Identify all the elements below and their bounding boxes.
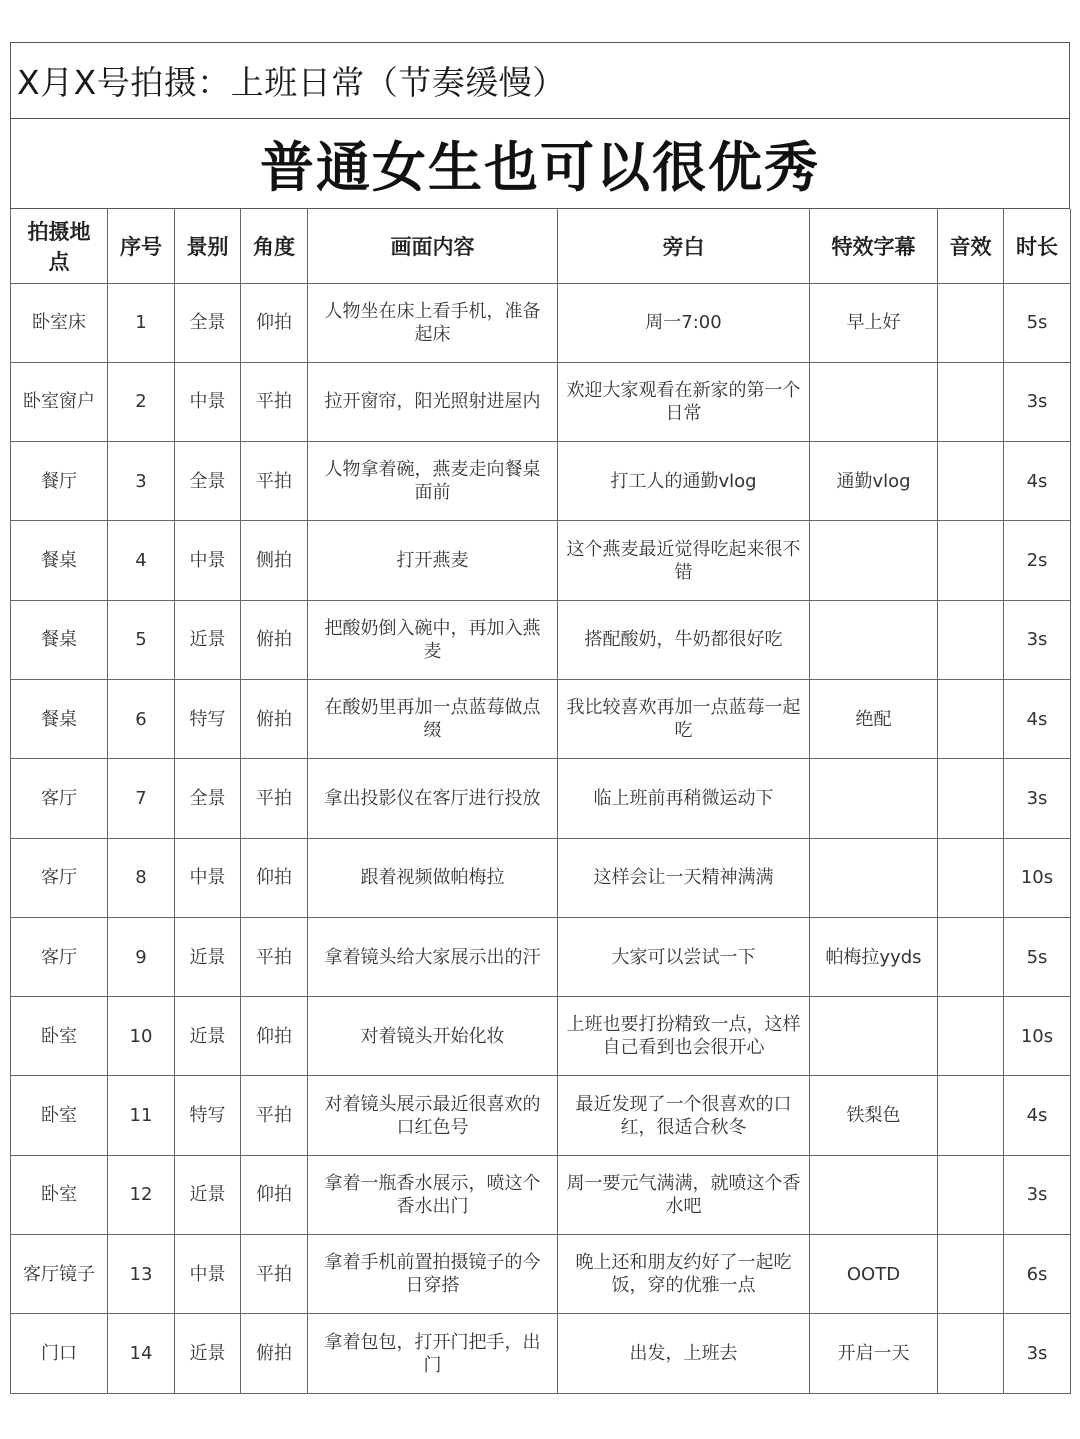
cell-duration: 3s [1004, 1314, 1071, 1393]
cell-shot-size: 中景 [175, 521, 241, 600]
cell-number: 12 [108, 1155, 175, 1234]
cell-location: 客厅 [11, 917, 108, 996]
cell-shot-size: 近景 [175, 917, 241, 996]
cell-subtitle [810, 1155, 938, 1234]
cell-angle: 平拍 [241, 759, 308, 838]
cell-subtitle [810, 838, 938, 917]
cell-angle: 仰拍 [241, 283, 308, 362]
cell-sound [938, 997, 1004, 1076]
cell-shot-size: 近景 [175, 997, 241, 1076]
cell-narration: 打工人的通勤vlog [558, 442, 810, 521]
table-row [11, 600, 1071, 679]
cell-shot-size: 特写 [175, 679, 241, 758]
cell-narration: 出发，上班去 [558, 1314, 810, 1393]
cell-narration: 欢迎大家观看在新家的第一个日常 [558, 362, 810, 441]
cell-duration: 3s [1004, 759, 1071, 838]
cell-angle: 俯拍 [241, 600, 308, 679]
cell-angle: 平拍 [241, 917, 308, 996]
cell-location: 餐厅 [11, 442, 108, 521]
cell-angle: 平拍 [241, 1076, 308, 1155]
cell-shot-size: 近景 [175, 600, 241, 679]
table-row [11, 362, 1071, 441]
column-header-number: 序号 [108, 209, 175, 283]
cell-subtitle: 通勤vlog [810, 442, 938, 521]
cell-angle: 平拍 [241, 442, 308, 521]
cell-number: 6 [108, 679, 175, 758]
cell-sound [938, 1314, 1004, 1393]
cell-content: 拿着一瓶香水展示，喷这个香水出门 [308, 1155, 558, 1234]
cell-shot-size: 全景 [175, 759, 241, 838]
cell-angle: 平拍 [241, 362, 308, 441]
table-row [11, 679, 1071, 758]
cell-number: 4 [108, 521, 175, 600]
cell-number: 1 [108, 283, 175, 362]
cell-narration: 这样会让一天精神满满 [558, 838, 810, 917]
cell-location: 门口 [11, 1314, 108, 1393]
cell-duration: 4s [1004, 442, 1071, 521]
cell-subtitle: 绝配 [810, 679, 938, 758]
cell-location: 客厅镜子 [11, 1235, 108, 1314]
cell-sound [938, 838, 1004, 917]
table-row [11, 1076, 1071, 1155]
cell-location: 卧室 [11, 997, 108, 1076]
cell-location: 餐桌 [11, 521, 108, 600]
cell-number: 5 [108, 600, 175, 679]
cell-duration: 5s [1004, 283, 1071, 362]
cell-location: 卧室 [11, 1076, 108, 1155]
cell-duration: 3s [1004, 1155, 1071, 1234]
cell-location: 餐桌 [11, 600, 108, 679]
column-header-content: 画面内容 [308, 209, 558, 283]
shot-list-sheet [10, 42, 1070, 1394]
table-row [11, 1155, 1071, 1234]
cell-content: 拿着手机前置拍摄镜子的今日穿搭 [308, 1235, 558, 1314]
cell-content: 拿着包包，打开门把手，出门 [308, 1314, 558, 1393]
cell-angle: 俯拍 [241, 1314, 308, 1393]
cell-content: 打开燕麦 [308, 521, 558, 600]
cell-shot-size: 中景 [175, 1235, 241, 1314]
cell-duration: 10s [1004, 838, 1071, 917]
cell-subtitle: 开启一天 [810, 1314, 938, 1393]
cell-subtitle [810, 521, 938, 600]
page-title: 普通女生也可以很优秀 [10, 118, 1070, 209]
cell-narration: 我比较喜欢再加一点蓝莓一起吃 [558, 679, 810, 758]
cell-narration: 搭配酸奶，牛奶都很好吃 [558, 600, 810, 679]
table-header-row [11, 209, 1071, 283]
cell-location: 卧室床 [11, 283, 108, 362]
cell-narration: 这个燕麦最近觉得吃起来很不错 [558, 521, 810, 600]
cell-subtitle [810, 362, 938, 441]
cell-sound [938, 1235, 1004, 1314]
cell-duration: 4s [1004, 679, 1071, 758]
cell-duration: 3s [1004, 600, 1071, 679]
cell-content: 在酸奶里再加一点蓝莓做点缀 [308, 679, 558, 758]
table-row [11, 838, 1071, 917]
cell-shot-size: 中景 [175, 362, 241, 441]
cell-angle: 俯拍 [241, 679, 308, 758]
column-header-angle: 角度 [241, 209, 308, 283]
cell-sound [938, 600, 1004, 679]
cell-sound [938, 679, 1004, 758]
table-row [11, 283, 1071, 362]
cell-number: 11 [108, 1076, 175, 1155]
cell-sound [938, 521, 1004, 600]
cell-sound [938, 759, 1004, 838]
table-body [11, 283, 1071, 1393]
shot-list-table [10, 209, 1071, 1394]
cell-narration: 上班也要打扮精致一点，这样自己看到也会很开心 [558, 997, 810, 1076]
cell-number: 10 [108, 997, 175, 1076]
cell-content: 人物坐在床上看手机，准备起床 [308, 283, 558, 362]
column-header-subtitle: 特效字幕 [810, 209, 938, 283]
cell-angle: 侧拍 [241, 521, 308, 600]
cell-number: 8 [108, 838, 175, 917]
cell-shot-size: 特写 [175, 1076, 241, 1155]
table-row [11, 1314, 1071, 1393]
cell-narration: 最近发现了一个很喜欢的口红，很适合秋冬 [558, 1076, 810, 1155]
table-row [11, 759, 1071, 838]
cell-content: 把酸奶倒入碗中，再加入燕麦 [308, 600, 558, 679]
column-header-shot-size: 景别 [175, 209, 241, 283]
cell-angle: 仰拍 [241, 1155, 308, 1234]
table-row [11, 1235, 1071, 1314]
cell-content: 跟着视频做帕梅拉 [308, 838, 558, 917]
table-row [11, 917, 1071, 996]
column-header-location: 拍摄地点 [11, 209, 108, 283]
cell-duration: 6s [1004, 1235, 1071, 1314]
cell-duration: 2s [1004, 521, 1071, 600]
cell-duration: 10s [1004, 997, 1071, 1076]
cell-content: 对着镜头展示最近很喜欢的口红色号 [308, 1076, 558, 1155]
cell-content: 拿着镜头给大家展示出的汗 [308, 917, 558, 996]
cell-subtitle [810, 997, 938, 1076]
cell-sound [938, 442, 1004, 521]
column-header-sound: 音效 [938, 209, 1004, 283]
cell-number: 7 [108, 759, 175, 838]
cell-subtitle: 帕梅拉yyds [810, 917, 938, 996]
cell-shot-size: 近景 [175, 1314, 241, 1393]
cell-duration: 4s [1004, 1076, 1071, 1155]
cell-sound [938, 1076, 1004, 1155]
cell-number: 2 [108, 362, 175, 441]
cell-shot-size: 中景 [175, 838, 241, 917]
cell-number: 3 [108, 442, 175, 521]
cell-number: 13 [108, 1235, 175, 1314]
table-row [11, 521, 1071, 600]
table-row [11, 442, 1071, 521]
cell-shot-size: 近景 [175, 1155, 241, 1234]
cell-subtitle: 早上好 [810, 283, 938, 362]
cell-narration: 周一要元气满满，就喷这个香水吧 [558, 1155, 810, 1234]
cell-subtitle: 铁梨色 [810, 1076, 938, 1155]
cell-content: 拿出投影仪在客厅进行投放 [308, 759, 558, 838]
cell-shot-size: 全景 [175, 442, 241, 521]
cell-narration: 晚上还和朋友约好了一起吃饭，穿的优雅一点 [558, 1235, 810, 1314]
cell-location: 卧室窗户 [11, 362, 108, 441]
column-header-narration: 旁白 [558, 209, 810, 283]
cell-number: 14 [108, 1314, 175, 1393]
cell-narration: 临上班前再稍微运动下 [558, 759, 810, 838]
shoot-date-header: X月X号拍摄：上班日常（节奏缓慢） [10, 42, 1070, 118]
cell-location: 卧室 [11, 1155, 108, 1234]
cell-sound [938, 1155, 1004, 1234]
cell-content: 人物拿着碗，燕麦走向餐桌面前 [308, 442, 558, 521]
cell-shot-size: 全景 [175, 283, 241, 362]
cell-subtitle [810, 759, 938, 838]
cell-angle: 仰拍 [241, 997, 308, 1076]
cell-content: 对着镜头开始化妆 [308, 997, 558, 1076]
table-row [11, 997, 1071, 1076]
column-header-duration: 时长 [1004, 209, 1071, 283]
cell-duration: 3s [1004, 362, 1071, 441]
cell-narration: 周一7:00 [558, 283, 810, 362]
cell-sound [938, 283, 1004, 362]
cell-subtitle [810, 600, 938, 679]
cell-location: 客厅 [11, 838, 108, 917]
cell-duration: 5s [1004, 917, 1071, 996]
cell-location: 客厅 [11, 759, 108, 838]
cell-narration: 大家可以尝试一下 [558, 917, 810, 996]
cell-angle: 平拍 [241, 1235, 308, 1314]
cell-angle: 仰拍 [241, 838, 308, 917]
cell-subtitle: OOTD [810, 1235, 938, 1314]
cell-sound [938, 362, 1004, 441]
cell-location: 餐桌 [11, 679, 108, 758]
cell-number: 9 [108, 917, 175, 996]
cell-sound [938, 917, 1004, 996]
cell-content: 拉开窗帘，阳光照射进屋内 [308, 362, 558, 441]
